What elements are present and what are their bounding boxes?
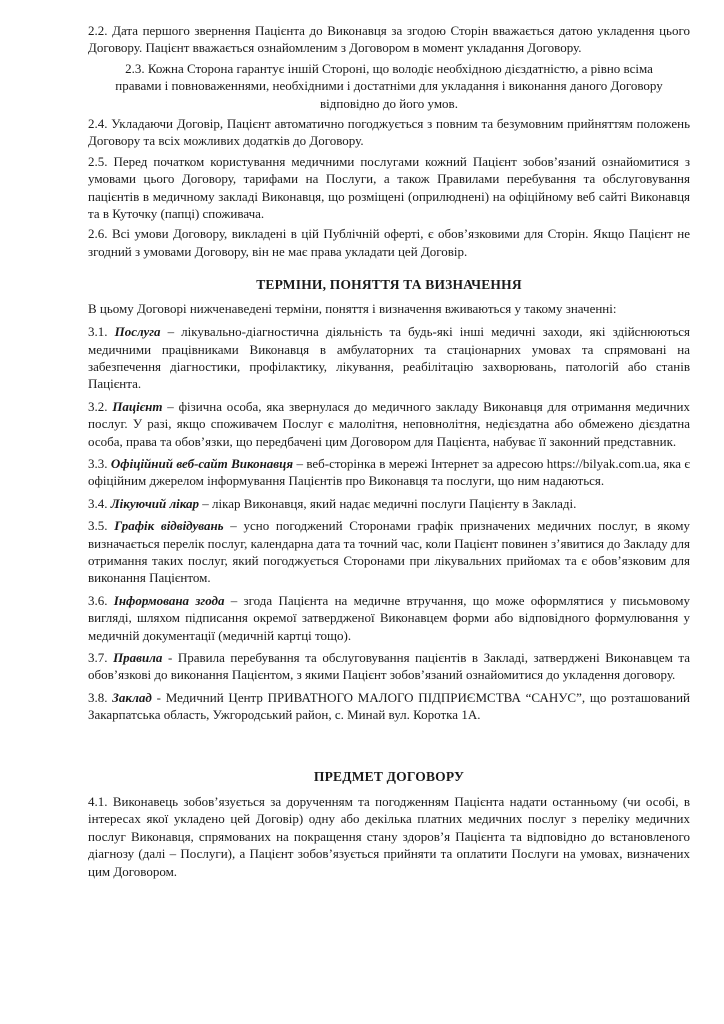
- section-heading-terms: ТЕРМІНИ, ПОНЯТТЯ ТА ВИЗНАЧЕННЯ: [256, 277, 522, 293]
- term-item: [88, 517, 690, 587]
- term-number: 3.8.: [88, 689, 108, 705]
- term-name: Лікуючий лікар: [110, 495, 200, 511]
- term-definition: – згода Пацієнта на медичне втручання, що може оформлятися у письмовому вигляді, шляхом підписання окремої затвердженої Виконавцем форми або відповідного формулювання у медичній документації (медичній картці тощо).: [88, 592, 690, 643]
- term-definition: – лікар Виконавця, який надає медичні послуги Пацієнту в Закладі.: [199, 495, 577, 511]
- term-number: 3.3.: [88, 455, 108, 471]
- term-item: [88, 398, 690, 450]
- term-name: Заклад: [112, 689, 152, 705]
- terms-intro: В цьому Договорі нижченаведені терміни, поняття і визначення вживаються у такому значенні:: [88, 300, 617, 316]
- term-number: 3.2.: [88, 398, 108, 414]
- term-name: Інформована згода: [113, 592, 225, 608]
- paragraph-4-1: 4.1. Виконавець зобов’язується за дорученням та погодженням Пацієнта надати останньому (чи особі, в інтересах якої укладено цей Договір) одну або декілька платних медичних послуг з переліку медичних послуг Виконавця, спрямованих на покращення стану здоров’я Пацієнта та відповідно до встановленого діагнозу (далі – Послуги), а Пацієнт зобов’язується прийняти та оплатити Послуги на умовах, визначених цим Договором.: [88, 794, 690, 879]
- paragraph-2-6: 2.6. Всі умови Договору, викладені в цій Публічній оферті, є обов’язковими для Сторін. Якщо Пацієнт не згодний з умовами Договору, він не має права укладати цей Договір.: [88, 226, 690, 259]
- term-item: [88, 649, 690, 684]
- term-item: [88, 455, 690, 490]
- term-item: [88, 689, 690, 724]
- paragraph-2-2: 2.2. Дата першого звернення Пацієнта до Виконавця за згодою Сторін вважається датою укладення цього Договору. Пацієнт вважається ознайомленим з Договором в момент укладання Договору.: [88, 23, 690, 56]
- term-definition: - Правила перебування та обслуговування пацієнтів в Закладі, затверджені Виконавцем та обов’язкові до виконання Пацієнтом, з якими Пацієнт зобов’язаний ознайомитися до укладення договору.: [88, 650, 690, 683]
- term-definition: – усно погоджений Сторонами графік призначених медичних послуг, в якому визначається перелік послуг, календарна дата та точний час, коли Пацієнт повинен з’явитися до Закладу для отримання таких послуг, який погоджується Сторонами при лікувальних прийомах та є обов’язковим для виконання Пацієнтом.: [88, 518, 691, 586]
- paragraph-2-5: 2.5. Перед початком користування медичними послугами кожний Пацієнт зобов’язаний ознайомитися з умовами цього Договору, тарифами на Послуги, а також Правилами перебування та обслуговування пацієнтів в медичному закладі Виконавця, що розміщені (оприлюднені) на офіційному веб сайті Виконавця та в Куточку (папці) споживача.: [88, 153, 690, 222]
- term-item: [88, 495, 690, 512]
- section-heading-subject: ПРЕДМЕТ ДОГОВОРУ: [313, 768, 465, 784]
- term-name: Пацієнт: [112, 398, 163, 414]
- term-definition: – фізична особа, яка звернулася до медичного закладу Виконавця для отримання медичних послуг. У разі, якщо споживачем Послуг є малолітня, неповнолітня, недієздатна або обмежено дієздатна особа, права та обов’язки, що передбачені цим Договором для Пацієнта, набуває її законний представник.: [88, 398, 691, 449]
- term-number: 3.1.: [88, 324, 108, 340]
- term-name: Графік відвідувань: [114, 518, 224, 534]
- term-name: Правила: [113, 650, 163, 665]
- term-item: [88, 323, 690, 393]
- term-number: 3.5.: [88, 518, 108, 534]
- term-definition: – веб-сторінка в мережі Інтернет за адресою https://bilyak.com.ua, яка є офіційним джерелом інформування Пацієнтів про Виконавця та послуги, що ним надаються.: [88, 455, 691, 489]
- term-name: Послуга: [114, 324, 161, 340]
- term-definition: - Медичний Центр ПРИВАТНОГО МАЛОГО ПІДПРИЄМСТВА “САНУС”, що розташований Закарпатська область, Ужгородський район, с. Минай вул. Коротка 1А.: [88, 689, 691, 723]
- term-number: 3.7.: [88, 650, 108, 665]
- term-item: [88, 592, 690, 644]
- term-number: 3.6.: [88, 592, 108, 608]
- term-name: Офіційний веб-сайт Виконавця: [110, 455, 294, 471]
- term-definition: – лікувально-діагностична діяльність та будь-які інші медичні заходи, які здійснюються медичними працівниками Виконавця в амбулаторних та стаціонарних умовах та спрямовані на забезпечення діагностики, профілактику, лікування, реабілітацію захворювань, патологій або станів Пацієнта.: [88, 324, 690, 392]
- paragraph-2-3: 2.3. Кожна Сторона гарантує іншій Стороні, що володіє необхідною дієздатністю, а рівно всіма правами і повноваженнями, необхідними і достатніми для укладання і виконання даного Договору відповідно до його умов.: [115, 60, 663, 111]
- term-number: 3.4.: [88, 495, 108, 511]
- paragraph-2-4: 2.4. Укладаючи Договір, Пацієнт автоматично погоджується з повним та безумовним прийняттям положень Договору та всіх можливих додатків до Договору.: [88, 116, 690, 149]
